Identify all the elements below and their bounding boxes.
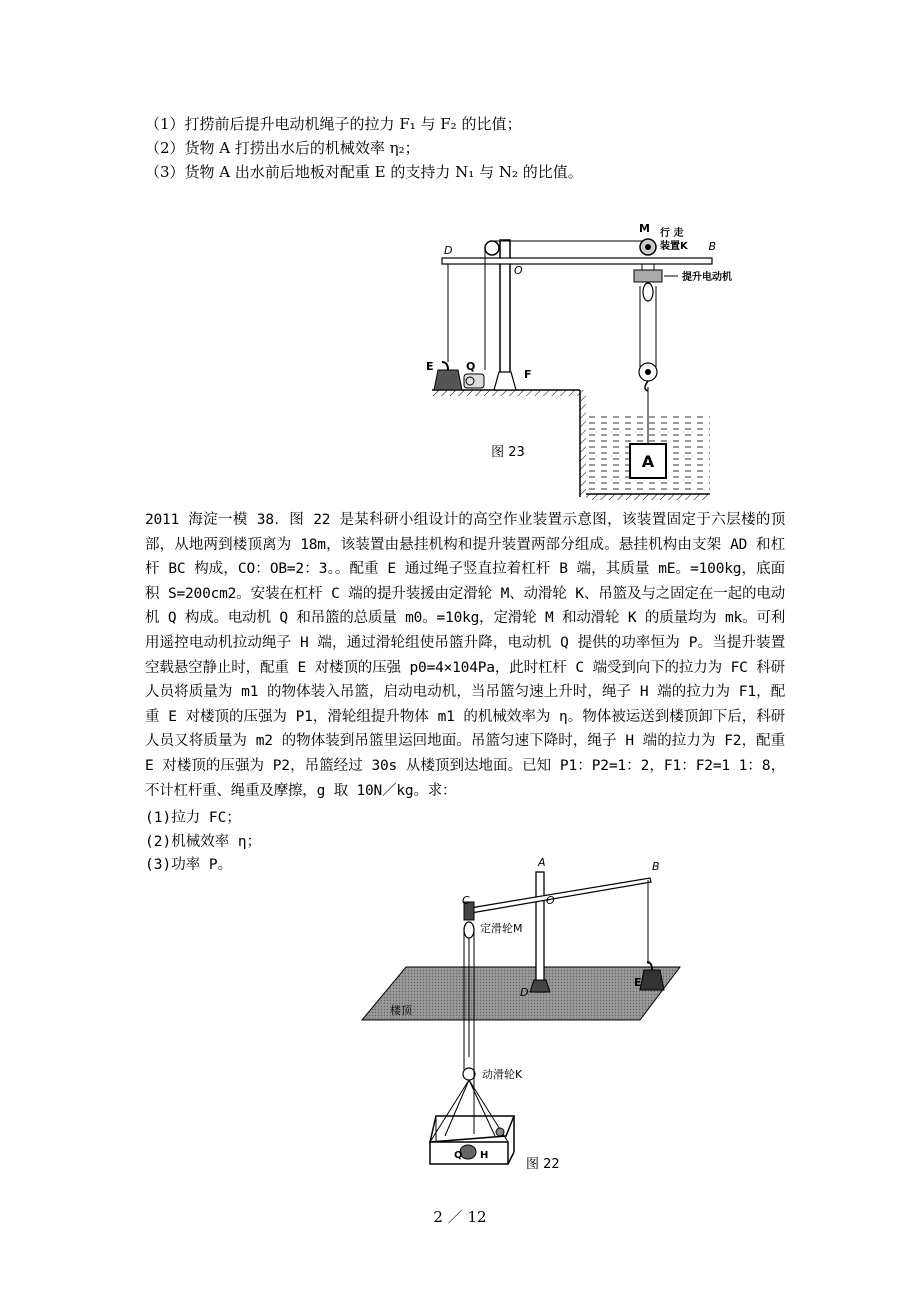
question-item: （3）货物 A 出水前后地板对配重 E 的支持力 N₁ 与 N₂ 的比值。: [145, 163, 583, 181]
question-item: （1）打捞前后提升电动机绳子的拉力 F₁ 与 F₂ 的比值；: [145, 115, 522, 133]
fig22-caption: 图 22: [526, 1157, 560, 1172]
fig23-caption: 图 23: [491, 445, 525, 460]
fig23-label-Q: Q: [466, 360, 476, 373]
fig22-label-pulley-M: 定滑轮M: [480, 922, 523, 935]
fig22-label-B: B: [652, 860, 660, 873]
question-list: [145, 112, 785, 184]
problem-text: 2011 海淀一模 38．图 22 是某科研小组设计的高空作业装置示意图，该装置固定于六层楼的顶部，从地两到楼顶离为 18m，该装置由悬挂机构和提升装置两部分组成。悬挂机构由支架 AD 和杠杆 BC 构成，CO：OB=2：3。。配重 E 通过绳子竖直拉着杠杆 B 端，其质量 mE。=100kg，底面积 S=200cm2。安装在杠杆 C 端的提升装援由定滑轮 M、动滑轮 K、吊篮及与之固定在一起的电动机 Q 构成。电动机 Q 和吊篮的总质量 m0。=10kg，定滑轮 M 和动滑轮 K 的质量均为 mk。可利用遥控电动机拉动绳子 H 端，通过滑轮组使吊篮升降，电动机 Q 提供的功率恒为 P。当提升装置空载悬空静止时，配重 E 对楼顶的压强 p0=4×104Pa，此时杠杆 C 端受到向下的拉力为 FC 科研人员将质量为 m1 的物体装入吊篮，启动电动机，当吊篮匀速上升时，绳子 H 端的拉力为 F1，配重 E 对楼顶的压强为 P1，滑轮组提升物体 m1 的机械效率为 η。物体被运送到楼顶卸下后，科研人员又将质量为 m2 的物体装到吊篮里运回地面。吊篮匀速下降时，绳子 H 端的拉力为 F2，配重 E 对楼顶的压强为 P2，吊篮经过 30s 从楼顶到达地面。已知 P1：P2=1：2，F1：F2=1 1：8，不计杠杆重、绳重及摩擦，g 取 10N／kg。求：: [145, 512, 785, 799]
ask-list: [145, 807, 345, 878]
ask-item: (1)拉力 FC；: [145, 810, 241, 826]
fig22-label-D: D: [520, 986, 529, 999]
fig23-label-walker-2: 装置K: [660, 241, 688, 252]
fig22-label-roof: 楼顶: [390, 1004, 412, 1017]
fig23-label-M: M: [639, 222, 650, 235]
ask-item: (2)机械效率 η；: [145, 833, 262, 850]
fig22-label-O: O: [546, 894, 555, 907]
fig23-label-B: B: [708, 240, 716, 253]
fig23-label-motor: 提升电动机: [682, 272, 732, 283]
fig22-label-C: C: [462, 894, 470, 907]
fig22-label-E: E: [634, 976, 642, 989]
fig23-label-D: D: [444, 244, 453, 257]
fig23-label-E: E: [426, 360, 434, 373]
figure-23: [420, 222, 732, 507]
question-item: （2）货物 A 打捞出水后的机械效率 η₂；: [145, 139, 420, 157]
fig22-label-Q: Q: [454, 1150, 463, 1161]
fig23-label-F: F: [524, 368, 532, 381]
figure-22: [350, 852, 690, 1172]
fig22-label-pulley-K: 动滑轮K: [482, 1068, 523, 1081]
fig22-label-H: H: [480, 1150, 489, 1161]
ask-item: (3)功率 P。: [145, 857, 233, 873]
fig23-label-O: O: [514, 264, 523, 277]
fig23-label-A: A: [641, 452, 655, 471]
page-number: 2 ／ 12: [433, 1208, 487, 1226]
fig23-label-walker-1: 行 走: [660, 228, 684, 239]
fig22-label-A: A: [538, 856, 546, 869]
